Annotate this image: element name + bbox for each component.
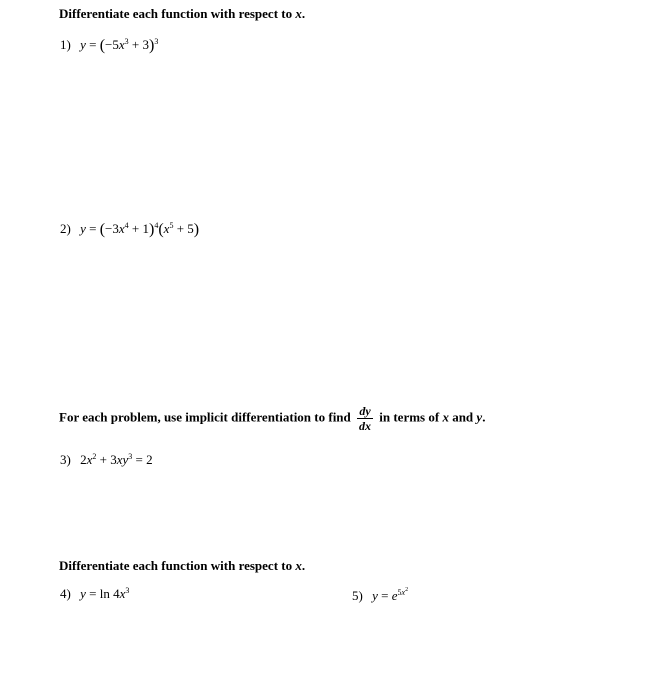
problem-4-number: 4) (60, 586, 71, 601)
problem-4 (60, 586, 129, 602)
problem-3 (60, 452, 153, 468)
problem-1-expression: $y = (-5x^3 + 3)^3$ (80, 37, 159, 54)
section-2-heading: For each problem, use implicit differentiation to find $\frac{dy}{dx}$ in terms of x and y. (59, 404, 486, 433)
problem-2 (60, 221, 199, 239)
section-3-heading: Differentiate each function with respect to x. (59, 558, 306, 573)
problem-3-expression: $2x^2 + 3xy^3 = 2$ (80, 452, 153, 467)
problem-1 (60, 37, 158, 55)
problem-1-number: 1) (60, 37, 71, 52)
problem-5-expression: $y = e^{5x^2}$ (372, 587, 409, 603)
problem-2-number: 2) (60, 221, 71, 236)
problem-5-number: 5) (352, 588, 363, 603)
problem-3-number: 3) (60, 452, 71, 467)
problem-4-expression: $y = \ln 4x^3$ (80, 586, 130, 601)
dy-dx-fraction: $\frac{dy}{dx}$ (359, 404, 372, 433)
problem-5 (352, 588, 408, 604)
problem-2-expression: $y = (-3x^4 + 1)^4(x^5 + 5)$ (80, 221, 200, 238)
section-1-heading: Differentiate each function with respect to x. (59, 6, 306, 21)
